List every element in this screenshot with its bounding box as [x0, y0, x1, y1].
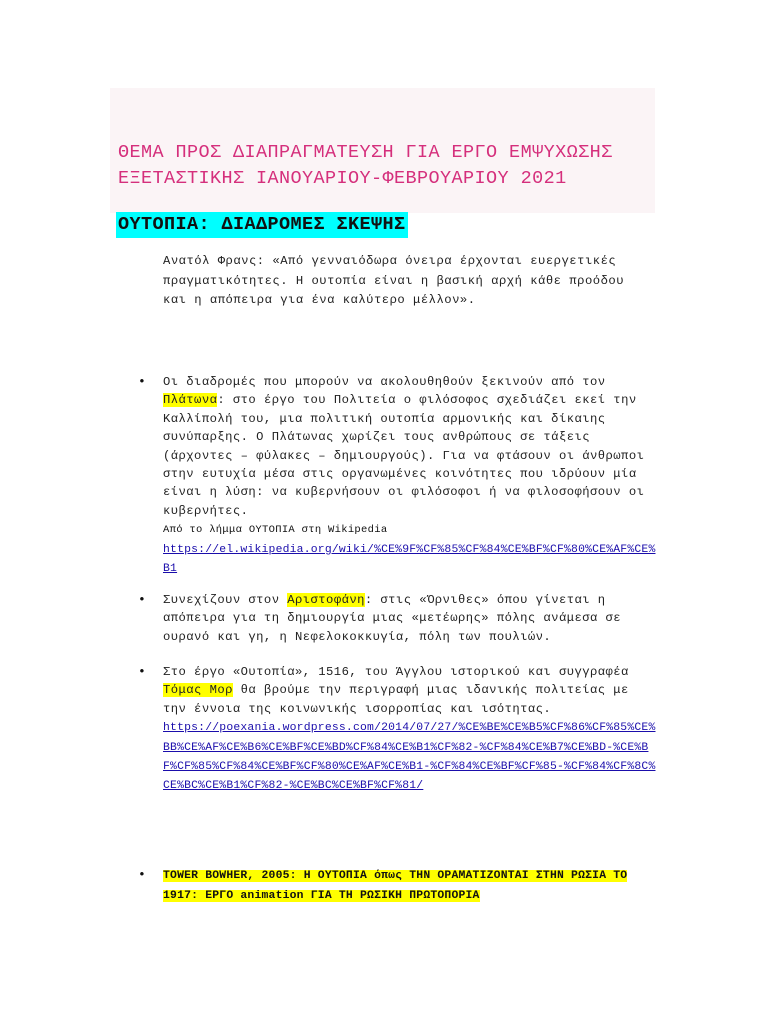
item2-text-before: Συνεχίζουν στον: [163, 593, 288, 607]
bullet-1: •: [138, 374, 146, 389]
list-item-thomas-more: [163, 663, 658, 796]
bullet-2: •: [138, 592, 146, 607]
item3-text-before: Στο έργο «Ουτοπία», 1516, του Άγγλου ιστορικού και συγγραφέα: [163, 665, 629, 679]
poexania-link[interactable]: https://poexania.wordpress.com/2014/07/27/%CE%BE%CE%B5%CF%86%CF%85%CE%BB%CE%AF%CE%B6%CE%BF%CE%BD%CF%84%CE%B1%CF%82-%CF%84%CE%B7%CE%BD-%CE%BF%CF%85%CF%84%CE%BF%CF%80%CE%AF%CE%B1-%CF%84%CE%BF%CF%85-%CF%84%CF%8C%CE%BC%CE%B1%CF%82-%CE%BC%CE%BF%CF%81/: [163, 722, 656, 793]
item4-highlighted-text: TOWER BOWHER, 2005: Η ΟΥΤΟΠΙΑ όπως ΤΗΝ ΟΡΑΜΑΤΙΖΟΝΤΑΙ ΣΤΗΝ ΡΩΣΙΑ ΤΟ 1917: ΕΡΓΟ animation ΓΙΑ ΤΗ ΡΩΣΙΚΗ ΠΡΩΤΟΠΟΡΙΑ: [163, 870, 628, 902]
bullet-3: •: [138, 664, 146, 679]
item2-text-after: : στις «Όρνιθες» όπου γίνεται η απόπειρα για τη δημιουργία μιας «μετέωρης» πόλης ανάμεσα σε ουρανό και γη, η Νεφελοκοκκυγία, πόλη των πουλιών.: [163, 593, 622, 644]
wikipedia-source-note: Από το λήμμα ΟΥΤΟΠΙΑ στη Wikipedia: [163, 524, 388, 537]
item1-highlight-plato: Πλάτωνα: [163, 393, 218, 408]
list-item-tower-bowher: [163, 866, 658, 906]
item1-text-after: : στο έργο του Πολιτεία ο φιλόσοφος σχεδιάζει εκεί την Καλλίπολή του, μια πολιτική ουτοπία αρμονικής και δίκαιης συνύπαρξης. Ο Πλάτωνας χωρίζει τους ανθρώπους σε τάξεις (άρχοντες – φύλακες – δημιουργούς). Για να φτάσουν οι άνθρωποι στην ευτυχία μέσα στις οργανωμένες κοινότητες που ιδρύουν μία είναι η λύση: να κυβερνήσουν οι φιλόσοφοι ή να φιλοσοφήσουν οι κυβερνήτες.: [163, 393, 645, 518]
item3-text-after: θα βρούμε την περιγραφή μιας ιδανικής πολιτείας με την έννοια της κοινωνικής ισορροπίας και ισότητας.: [163, 683, 629, 716]
wikipedia-link[interactable]: https://el.wikipedia.org/wiki/%CE%9F%CF%85%CF%84%CE%BF%CF%80%CE%AF%CE%B1: [163, 543, 656, 576]
document-title: [118, 140, 678, 192]
title-line-2: ΕΞΕΤΑΣΤΙΚΗΣ ΙΑΝΟΥΑΡΙΟΥ-ΦΕΒΡΟΥΑΡΙΟΥ 2021: [118, 168, 567, 189]
title-line-1: ΘΕΜΑ ΠΡΟΣ ΔΙΑΠΡΑΓΜΑΤΕΥΣΗ ΓΙΑ ΕΡΓΟ ΕΜΨΥΧΩΣΗΣ: [118, 142, 613, 163]
bullet-4: •: [138, 867, 146, 882]
list-item-plato: [163, 373, 658, 578]
section-heading: ΟΥΤΟΠΙΑ: ΔΙΑΔΡΟΜΕΣ ΣΚΕΨΗΣ: [116, 212, 408, 238]
item1-text-before: Οι διαδρομές που μπορούν να ακολουθηθούν ξεκινούν από τον: [163, 375, 606, 389]
anatole-france-quote: Ανατόλ Φρανς: «Από γενναιόδωρα όνειρα έρχονται ευεργετικές πραγματικότητες. Η ουτοπία είναι η βασική αρχή κάθε προόδου και η απόπειρα για ένα καλύτερο μέλλον».: [163, 254, 625, 307]
item2-highlight-aristophanes: Αριστοφάνη: [287, 593, 365, 607]
list-item-aristophanes: [163, 591, 658, 646]
item3-highlight-thomas-more: Τόμας Μορ: [163, 683, 233, 698]
